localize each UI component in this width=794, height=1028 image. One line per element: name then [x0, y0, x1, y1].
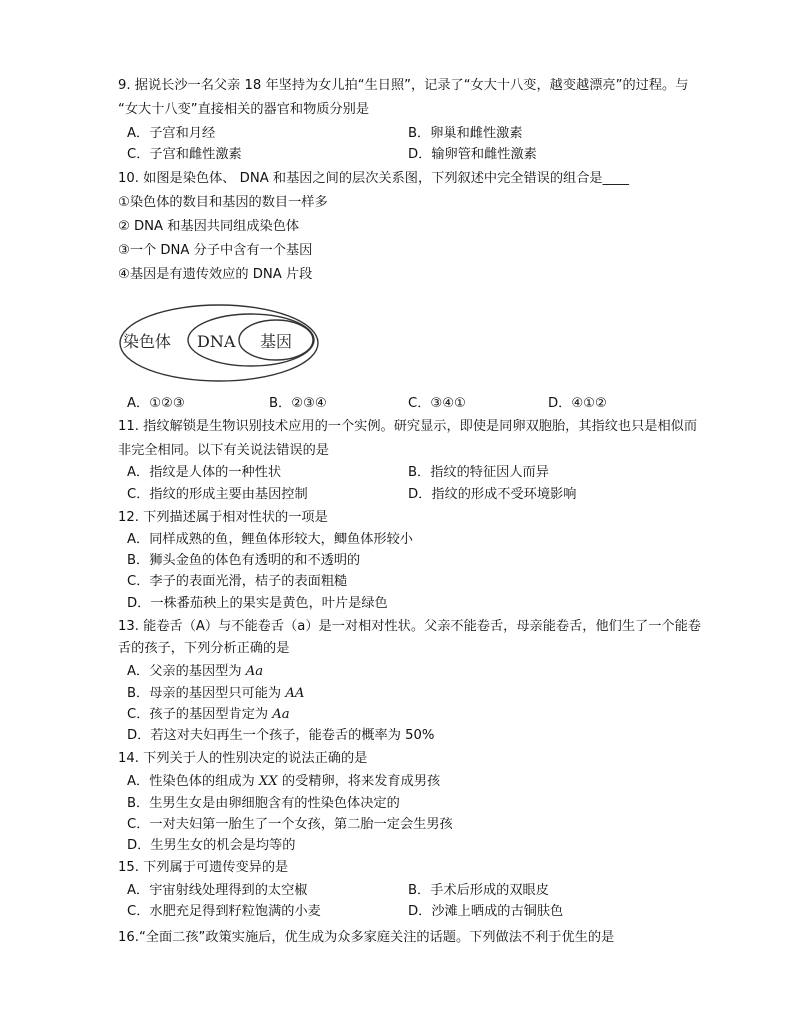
- chromosome-dna-gene-diagram: [118, 303, 322, 385]
- q14-option-a: A．性染色体的组成为 XX 的受精卵，将来发育成男孩: [127, 774, 441, 789]
- q11-option-d: D．指纹的形成不受环境影响: [408, 487, 577, 502]
- diagram-label-dna: DNA: [197, 332, 236, 351]
- q13-option-b: B．母亲的基因型只可能为 AA: [127, 686, 305, 701]
- q16-stem: 16.“全面二孩”政策实施后，优生成为众多家庭关注的话题。下列做法不利于优生的是: [118, 930, 615, 945]
- q12-option-a: A．同样成熟的鱼，鲤鱼体形较大，鲫鱼体形较小: [127, 532, 413, 547]
- q14-option-d: D．生男生女的机会是均等的: [127, 838, 296, 853]
- q11-option-b: B．指纹的特征因人而异: [408, 465, 549, 480]
- q9-option-d: D．输卵管和雌性激素: [408, 147, 537, 162]
- q14-option-c: C．一对夫妇第一胎生了一个女孩，第二胎一定会生男孩: [127, 817, 453, 832]
- q13-stem-line2: 舌的孩子，下列分析正确的是: [118, 641, 290, 656]
- q11-stem-line1: 11. 指纹解锁是生物识别技术应用的一个实例。研究显示，即使是同卵双胞胎，其指纹也只是相似而: [118, 419, 698, 434]
- q12-stem: 12. 下列描述属于相对性状的一项是: [118, 510, 328, 525]
- q10-option-b: B．②③④: [269, 396, 327, 411]
- q10-option-d: D．④①②: [548, 396, 607, 411]
- diagram-label-chromosome: 染色体: [123, 332, 172, 351]
- q14-stem: 14. 下列关于人的性别决定的说法正确的是: [118, 751, 368, 766]
- q10-statement-3: ③一个 DNA 分子中含有一个基因: [118, 243, 313, 258]
- q11-stem-line2: 非完全相同。以下有关说法错误的是: [118, 443, 329, 458]
- q9-stem-line2: “女大十八变”直接相关的器官和物质分别是: [118, 102, 370, 117]
- q15-stem: 15. 下列属于可遗传变异的是: [118, 860, 289, 875]
- q9-option-a: A．子宫和月经: [127, 126, 216, 141]
- q13-option-d: D．若这对夫妇再生一个孩子，能卷舌的概率为 50%: [127, 728, 435, 743]
- q15-option-a: A．宇宙射线处理得到的太空椒: [127, 883, 308, 898]
- q11-option-a: A．指纹是人体的一种性状: [127, 465, 282, 480]
- q15-option-c: C．水肥充足得到籽粒饱满的小麦: [127, 904, 321, 919]
- q14-option-b: B．生男生女是由卵细胞含有的性染色体决定的: [127, 796, 400, 811]
- q10-option-a: A．①②③: [127, 396, 185, 411]
- sex-chromosome-xx: XX: [258, 774, 278, 789]
- q9-option-b: B．卵巢和雌性激素: [408, 126, 523, 141]
- diagram-label-gene: 基因: [260, 332, 293, 351]
- genotype-aa-dominant: AA: [285, 686, 305, 701]
- genotype-aa-child: Aa: [272, 707, 290, 722]
- q15-option-b: B．手术后形成的双眼皮: [408, 883, 549, 898]
- q10-option-c: C．③④①: [408, 396, 466, 411]
- q10-statement-1: ①染色体的数目和基因的数目一样多: [118, 195, 328, 210]
- q12-option-c: C．李子的表面光滑，桔子的表面粗糙: [127, 574, 348, 589]
- q9-stem-line1: 9. 据说长沙一名父亲 18 年坚持为女儿拍“生日照”，记录了“女大十八变，越变越漂亮”的过程。与: [118, 78, 689, 93]
- q10-stem-line1: 10. 如图是染色体、 DNA 和基因之间的层次关系图，下列叙述中完全错误的组合是____: [118, 171, 629, 186]
- q10-statement-4: ④基因是有遗传效应的 DNA 片段: [118, 267, 313, 282]
- q15-option-d: D．沙滩上晒成的古铜肤色: [408, 904, 564, 919]
- q13-option-a: A．父亲的基因型为 Aa: [127, 664, 264, 679]
- q13-option-c: C．孩子的基因型肯定为 Aa: [127, 707, 290, 722]
- q13-stem-line1: 13. 能卷舌（A）与不能卷舌（a）是一对相对性状。父亲不能卷舌，母亲能卷舌，他们生了一个能卷: [118, 619, 701, 634]
- q9-option-c: C．子宫和雌性激素: [127, 147, 242, 162]
- q12-option-b: B．狮头金鱼的体色有透明的和不透明的: [127, 553, 361, 568]
- q12-option-d: D．一株番茄秧上的果实是黄色，叶片是绿色: [127, 596, 388, 611]
- genotype-aa-mixed: Aa: [245, 664, 264, 679]
- q11-option-c: C．指纹的形成主要由基因控制: [127, 487, 308, 502]
- q10-statement-2: ② DNA 和基因共同组成染色体: [118, 219, 300, 234]
